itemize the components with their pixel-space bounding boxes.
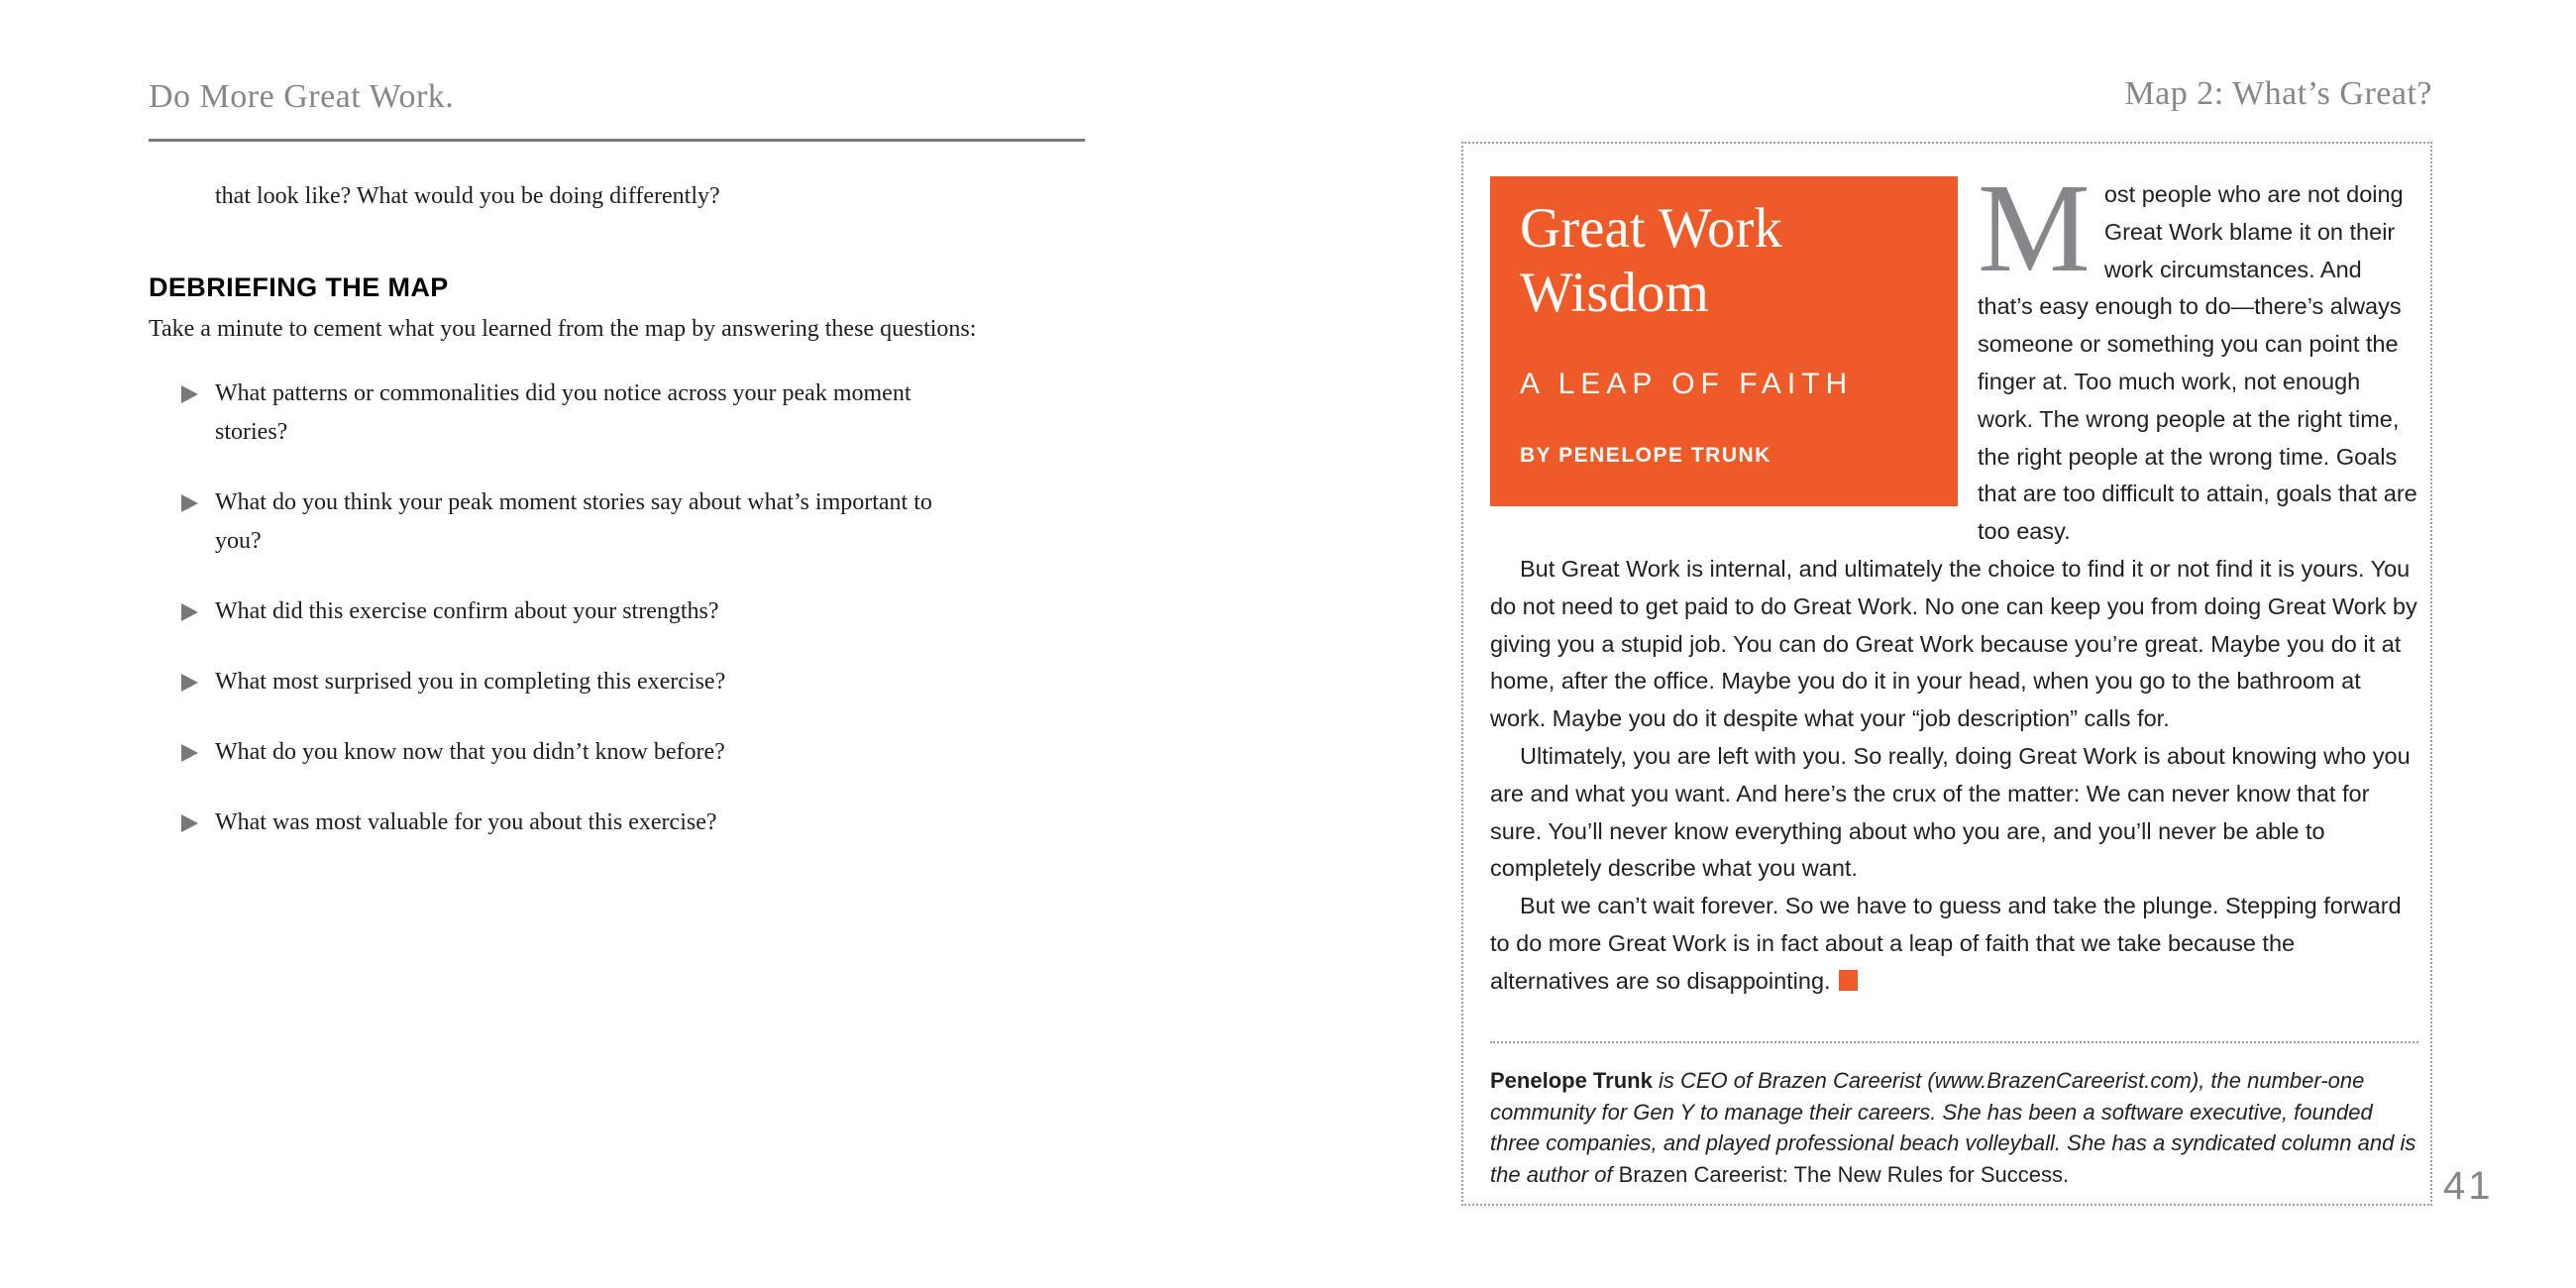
question-text: What most surprised you in completing this exercise? (215, 669, 726, 695)
author-bio (1490, 1041, 2418, 1190)
question-text: What do you know now that you didn’t know before? (215, 739, 725, 765)
callout-byline: BY PENELOPE TRUNK (1520, 444, 1771, 467)
question-item (149, 592, 1085, 631)
article-box (1461, 142, 2432, 1206)
question-text: What patterns or commonalities did you notice across your peak moment stories? (215, 380, 912, 445)
callout-title-line1: Great Work (1520, 197, 1783, 260)
triangle-bullet-icon (181, 744, 198, 762)
triangle-bullet-icon (181, 603, 198, 621)
callout-title (1520, 196, 1930, 325)
drop-cap: M (1978, 158, 2091, 298)
great-work-wisdom-callout (1490, 176, 1958, 506)
section-heading: DEBRIEFING THE MAP (149, 272, 449, 302)
question-text: What do you think your peak moment stories say about what’s important to you? (215, 489, 932, 554)
page-number: 41 (2443, 1164, 2494, 1208)
left-running-head: Do More Great Work. (149, 78, 455, 115)
triangle-bullet-icon (181, 814, 198, 832)
paragraph-1-text: ost people who are not doing Great Work blame it on their work circumstances. And that’s easy enough to do—there’s always someone or something you can point the finger at. Too much work, not enough work. The wrong people at the right time, the right people at the wrong time. Goals that are too difficult to attain, goals that are too easy. (1978, 181, 2417, 545)
right-running-head: Map 2: What’s Great? (2124, 75, 2432, 112)
paragraph-3: Ultimately, you are left with you. So really, doing Great Work is about knowing who you are and what you want. And here’s the crux of the matter: We can never know that for sure. You’ll never know everything about who you are, and you’ll never be able to completely describe what you want. (1490, 742, 2411, 882)
callout-title-line2: Wisdom (1520, 262, 1709, 324)
question-item (149, 804, 1085, 842)
section-intro: Take a minute to cement what you learned from the map by answering these questions: (149, 316, 977, 342)
question-text: What did this exercise confirm about your strengths? (215, 598, 719, 624)
question-item (149, 733, 1085, 772)
question-text: What was most valuable for you about this exercise? (215, 809, 717, 835)
header-rule (149, 139, 1085, 142)
bio-book-title: Brazen Careerist: The New Rules for Success. (1618, 1161, 2070, 1187)
triangle-bullet-icon (181, 385, 198, 403)
paragraph-4-text: But we can’t wait forever. So we have to guess and take the plunge. Stepping forward to do more Great Work is in fact about a leap of faith that we take because the alternatives are so disappointing. (1490, 893, 2402, 994)
article-body (1490, 158, 2418, 1001)
bio-text: is CEO of Brazen Careerist (www.BrazenCareerist.com), the number-one community for Gen Y to manage their careers. She has been a software executive, founded three companies, and played professional beach volleyball. She has a syndicated column and is the author of (1490, 1068, 2416, 1187)
question-item (149, 483, 1085, 561)
question-item (149, 663, 1085, 701)
bio-name: Penelope Trunk (1490, 1068, 1653, 1093)
paragraph-4 (1490, 888, 2418, 1000)
question-list (149, 375, 1085, 842)
triangle-bullet-icon (181, 494, 198, 512)
triangle-bullet-icon (181, 674, 198, 692)
left-page (149, 77, 1085, 874)
continuation-text: that look like? What would you be doing differently? (215, 183, 720, 209)
callout-subtitle: A LEAP OF FAITH (1520, 368, 1854, 400)
article-end-mark-icon (1839, 970, 1858, 991)
question-item (149, 375, 1085, 452)
paragraph-2: But Great Work is internal, and ultimately the choice to find it or not find it is yours. You do not need to get paid to do Great Work. No one can keep you from doing Great Work by giving you a stupid job. You can do Great Work because you’re great. Maybe you do it at home, after the office. Maybe you do it in your head, when you go to the bathroom at work. Maybe you do it despite what your “job description” calls for. (1490, 555, 2417, 732)
